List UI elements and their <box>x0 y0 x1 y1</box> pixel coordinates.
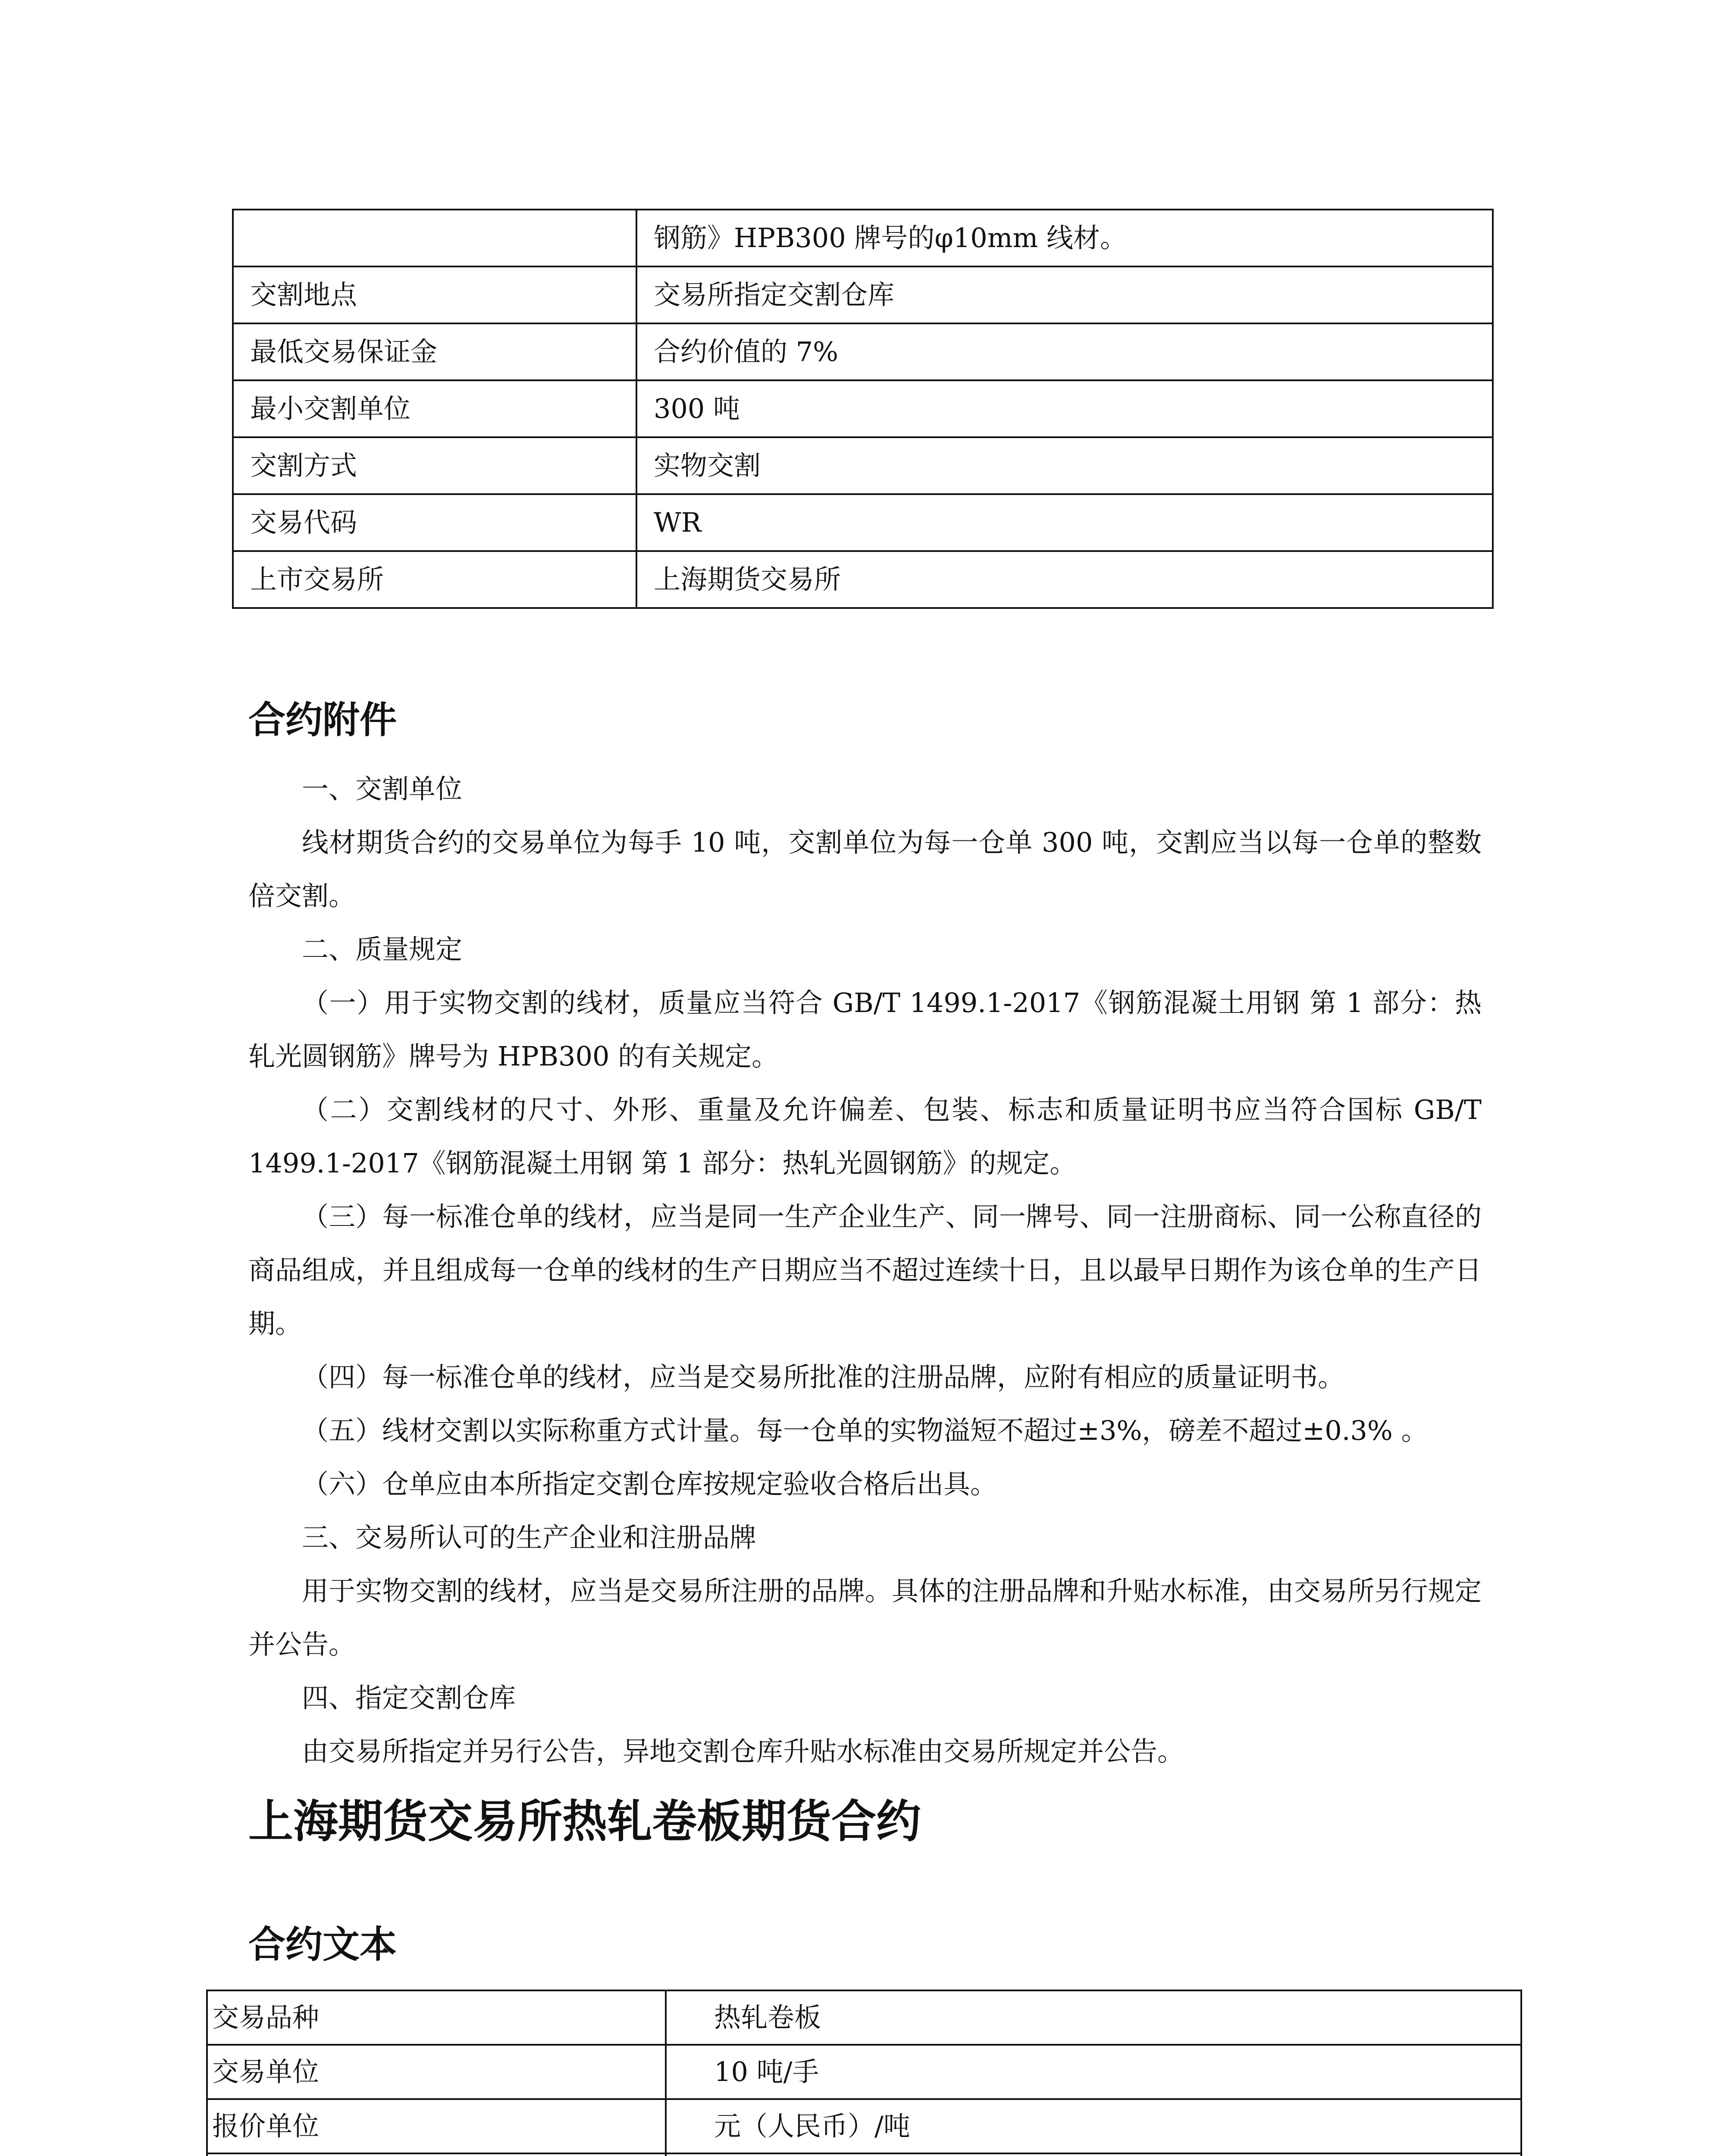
annex-paragraph: 一、交割单位 <box>302 773 463 805</box>
table-row <box>207 1990 1521 2045</box>
spec-value: 300 吨 <box>636 380 1493 437</box>
spec-value: 合约价值的 7% <box>636 323 1493 380</box>
spec-value: 钢筋》HPB300 牌号的φ10mm 线材。 <box>636 210 1493 266</box>
contract-text-heading: 合约文本 <box>248 1923 397 1966</box>
annex-paragraph: 四、指定交割仓库 <box>302 1682 516 1714</box>
annex-paragraph: （三）每一标准仓单的线材，应当是同一生产企业生产、同一牌号、同一注册商标、同一公称直径的商品组成，并且组成每一仓单的线材的生产日期应当不超过连续十日，且以最早日期作为该仓单的生产日期。 <box>248 1201 1482 1339</box>
table-row <box>207 2045 1521 2099</box>
section-title: 上海期货交易所热轧卷板期货合约 <box>248 1795 921 1848</box>
spec-label: 报价单位 <box>207 2099 666 2153</box>
table-row <box>233 437 1493 494</box>
spec-label: 交割地点 <box>233 266 636 323</box>
spec-value: 元（人民币）/吨 <box>666 2099 1521 2153</box>
annex-paragraph: 三、交易所认可的生产企业和注册品牌 <box>302 1522 757 1553</box>
annex-paragraph: （二）交割线材的尺寸、外形、重量及允许偏差、包装、标志和质量证明书应当符合国标 GB/T 1499.1-2017《钢筋混凝土用钢 第 1 部分：热轧光圆钢筋》的规定。 <box>248 1094 1482 1179</box>
table-row <box>233 380 1493 437</box>
spec-value: 上海期货交易所 <box>636 551 1493 608</box>
annex-paragraph: 线材期货合约的交易单位为每手 10 吨，交割单位为每一仓单 300 吨，交割应当以每一仓单的整数倍交割。 <box>248 827 1482 912</box>
table-row <box>207 2153 1521 2156</box>
annex-paragraph: 二、质量规定 <box>302 934 463 965</box>
spec-label <box>207 2153 666 2156</box>
spec-label: 交割方式 <box>233 437 636 494</box>
table-row <box>233 494 1493 551</box>
annex-paragraph: （四）每一标准仓单的线材，应当是交易所批准的注册品牌，应附有相应的质量证明书。 <box>302 1361 1345 1393</box>
spec-value: 实物交割 <box>636 437 1493 494</box>
table-row <box>233 210 1493 266</box>
contract-spec-table-continued <box>232 209 1494 609</box>
annex-body <box>248 762 1482 1778</box>
annex-paragraph: （五）线材交割以实际称重方式计量。每一仓单的实物溢短不超过±3%，磅差不超过±0.3% 。 <box>302 1415 1428 1446</box>
spec-label: 最小交割单位 <box>233 380 636 437</box>
table-row <box>233 266 1493 323</box>
spec-label: 最低交易保证金 <box>233 323 636 380</box>
annex-paragraph: 由交易所指定并另行公告，异地交割仓库升贴水标准由交易所规定并公告。 <box>302 1736 1185 1767</box>
spec-value: WR <box>636 494 1493 551</box>
annex-heading: 合约附件 <box>248 699 397 742</box>
spec-label: 交易品种 <box>207 1990 666 2045</box>
spec-label: 交易代码 <box>233 494 636 551</box>
spec-value: 热轧卷板 <box>666 1990 1521 2045</box>
table-row <box>233 323 1493 380</box>
spec-label: 交易单位 <box>207 2045 666 2099</box>
spec-value: 交易所指定交割仓库 <box>636 266 1493 323</box>
table-row <box>207 2099 1521 2153</box>
table-row <box>233 551 1493 608</box>
spec-value: 10 吨/手 <box>666 2045 1521 2099</box>
contract-spec-table <box>206 1990 1522 2156</box>
annex-paragraph: （六）仓单应由本所指定交割仓库按规定验收合格后出具。 <box>302 1468 997 1500</box>
spec-label <box>233 210 636 266</box>
spec-label: 上市交易所 <box>233 551 636 608</box>
spec-value <box>666 2153 1521 2156</box>
annex-paragraph: （一）用于实物交割的线材，质量应当符合 GB/T 1499.1-2017《钢筋混凝土用钢 第 1 部分：热轧光圆钢筋》牌号为 HPB300 的有关规定。 <box>248 987 1482 1072</box>
annex-paragraph: 用于实物交割的线材，应当是交易所注册的品牌。具体的注册品牌和升贴水标准，由交易所另行规定并公告。 <box>248 1575 1482 1660</box>
